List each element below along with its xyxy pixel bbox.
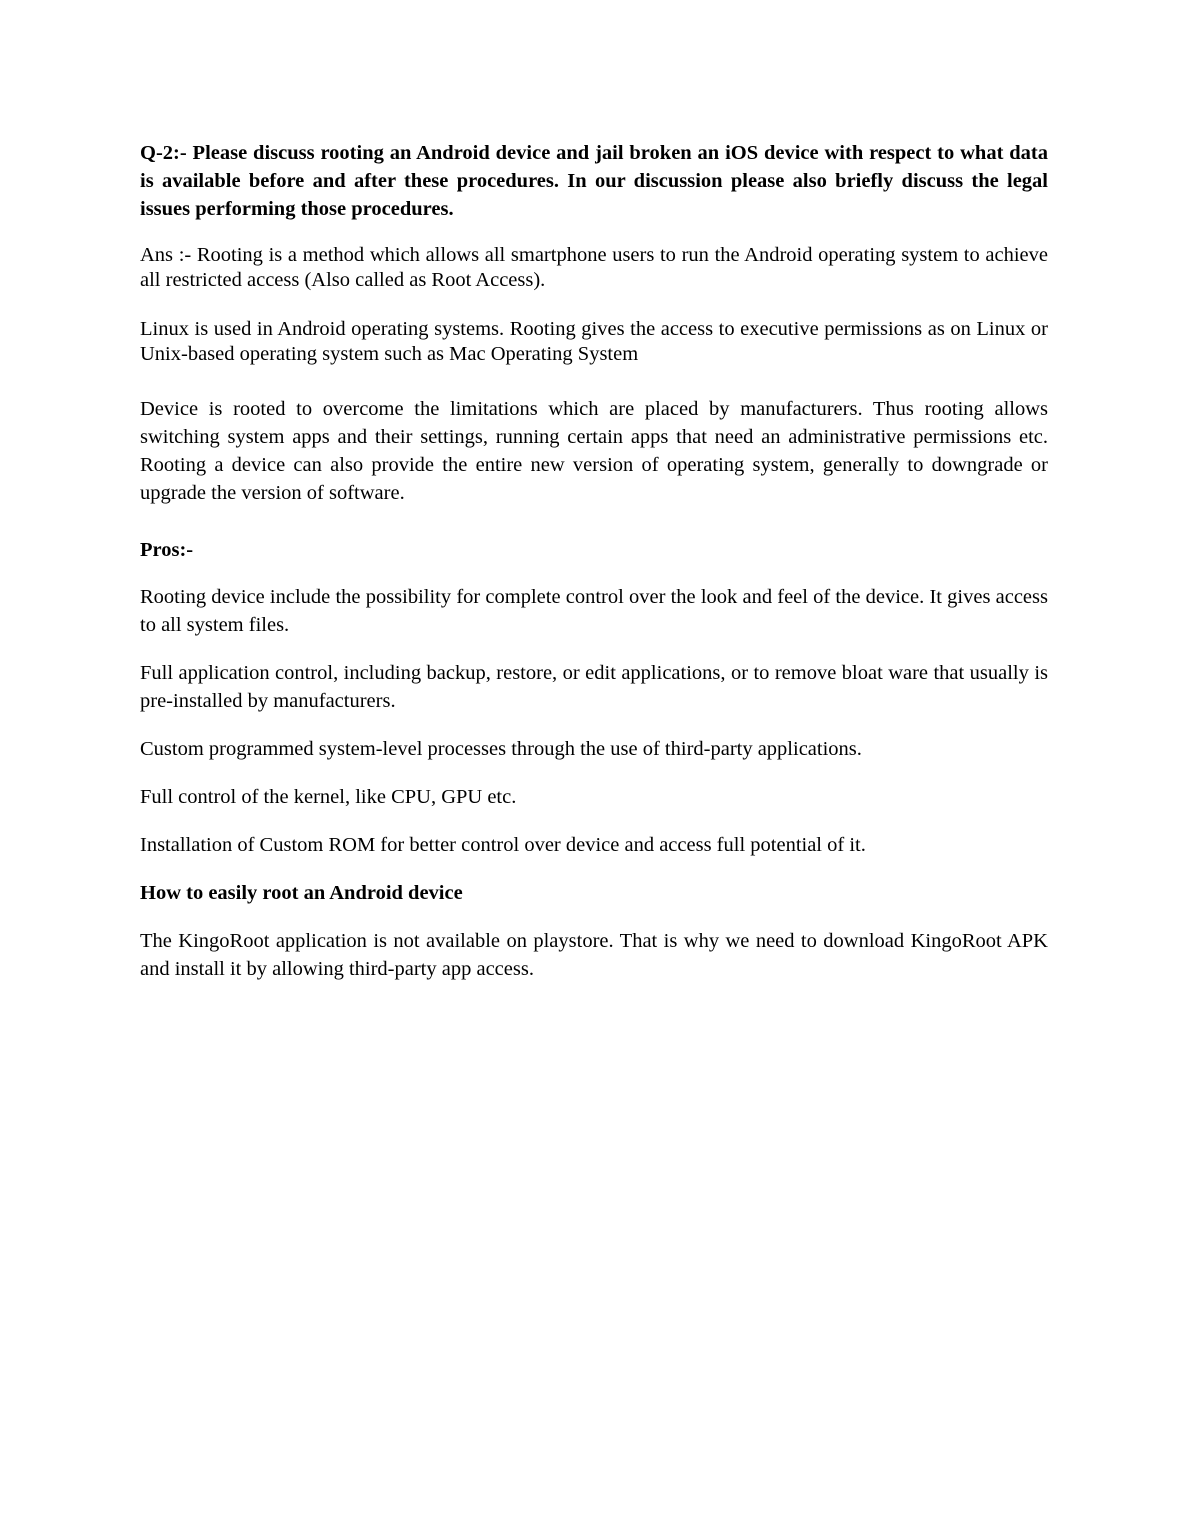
pros-heading: Pros:- — [140, 539, 194, 561]
answer-intro-paragraph: Ans :- Rooting is a method which allows all smartphone users to run the Android operating system to achieve all restricted access (Also called as Root Access). — [140, 244, 1048, 291]
pros-item: Rooting device include the possibility for complete control over the look and feel of the device. It gives access to all system files. — [140, 586, 1048, 636]
kingoroot-paragraph: The KingoRoot application is not available on playstore. That is why we need to download KingoRoot APK and install it by allowing third-party app access. — [140, 930, 1048, 980]
document-page — [140, 139, 1048, 983]
pros-item: Full control of the kernel, like CPU, GPU etc. — [140, 786, 517, 808]
linux-paragraph: Linux is used in Android operating systems. Rooting gives the access to executive permissions as on Linux or Unix-based operating system such as Mac Operating System — [140, 318, 1048, 365]
question-heading: Q-2:- Please discuss rooting an Android device and jail broken an iOS device with respect to what data is available before and after these procedures. In our discussion please also briefly discuss the legal issues performing those procedures. — [140, 142, 1048, 220]
device-paragraph: Device is rooted to overcome the limitations which are placed by manufacturers. Thus rooting allows switching system apps and their settings, running certain apps that need an administrative permissions etc. Rooting a device can also provide the entire new version of operating system, generally to downgrade or upgrade the version of software. — [140, 398, 1048, 504]
pros-item: Custom programmed system-level processes through the use of third-party applications. — [140, 738, 862, 760]
howto-heading: How to easily root an Android device — [140, 882, 463, 904]
pros-item: Full application control, including backup, restore, or edit applications, or to remove bloat ware that usually is pre-installed by manufacturers. — [140, 662, 1048, 712]
pros-item: Installation of Custom ROM for better control over device and access full potential of it. — [140, 834, 866, 856]
